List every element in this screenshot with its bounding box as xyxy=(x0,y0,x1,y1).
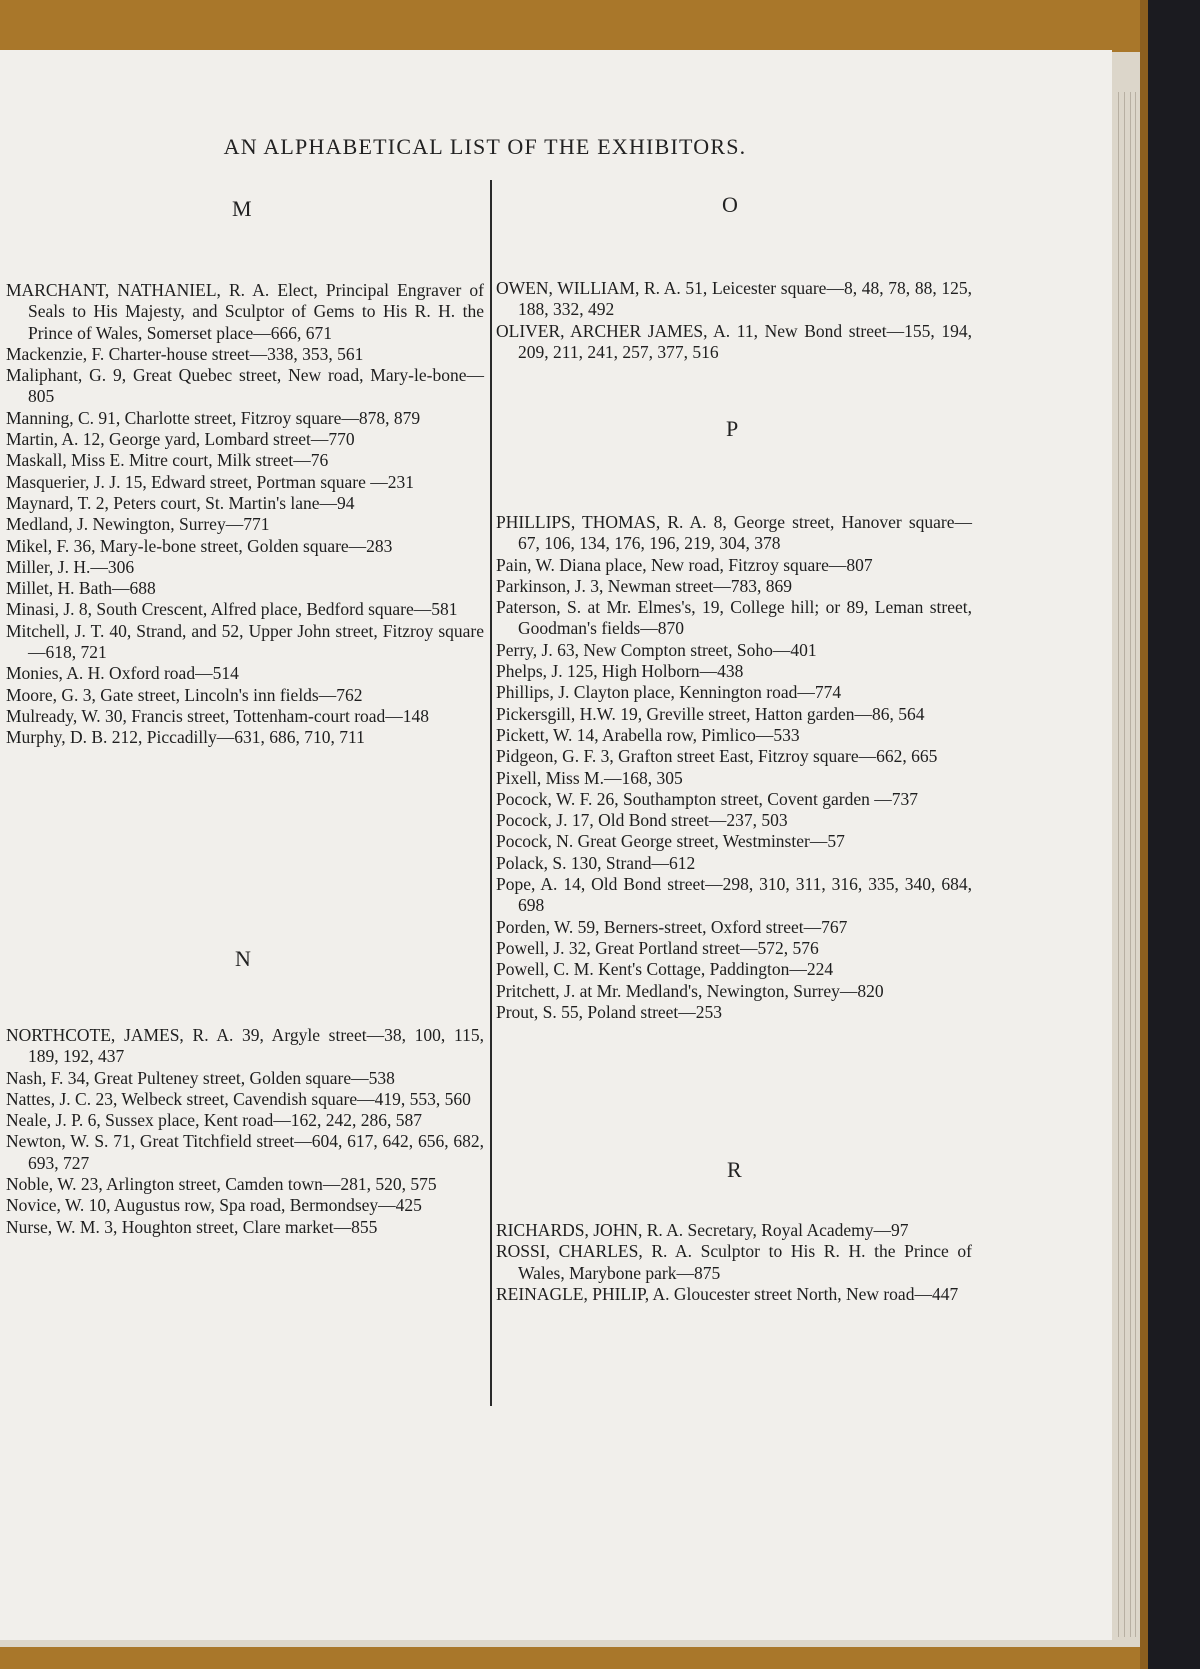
section-letter-o: O xyxy=(722,192,738,217)
exhibitor-entry: Parkinson, J. 3, Newman street—783, 869 xyxy=(496,575,793,596)
exhibitor-entry: Phelps, J. 125, High Holborn—438 xyxy=(496,661,744,682)
page-edge-line xyxy=(1124,92,1125,1637)
exhibitor-entry: MARCHANT, NATHANIEL, R. A. Elect, Principal Engraver of Seals to His Majesty, and Sculptor of Gems to His R. H. the Prince of Wales, Somerset place—666, 671 xyxy=(6,280,484,343)
exhibitor-entry: Nash, F. 34, Great Pulteney street, Golden square—538 xyxy=(6,1067,395,1088)
exhibitor-entry: Pixell, Miss M.—168, 305 xyxy=(496,767,683,788)
exhibitor-entry: Nurse, W. M. 3, Houghton street, Clare market—855 xyxy=(6,1216,378,1237)
exhibitor-entry: OWEN, WILLIAM, R. A. 51, Leicester square—8, 48, 78, 88, 125, 188, 332, 492 xyxy=(496,278,972,320)
column-divider xyxy=(490,180,492,1406)
section-letter-p: P xyxy=(726,416,739,441)
exhibitor-entry: Powell, C. M. Kent's Cottage, Paddington—224 xyxy=(496,959,834,980)
exhibitor-entry: Prout, S. 55, Poland street—253 xyxy=(496,1001,723,1022)
section-r-entries xyxy=(496,1220,972,1305)
exhibitor-entry: Mulready, W. 30, Francis street, Tottenham-court road—148 xyxy=(6,705,430,726)
exhibitor-entry: Pritchett, J. at Mr. Medland's, Newington, Surrey—820 xyxy=(496,980,884,1001)
exhibitor-entry: Pickett, W. 14, Arabella row, Pimlico—533 xyxy=(496,724,800,745)
exhibitor-entry: Mikel, F. 36, Mary-le-bone street, Golden square—283 xyxy=(6,535,393,556)
exhibitor-entry: Nattes, J. C. 23, Welbeck street, Cavendish square—419, 553, 560 xyxy=(6,1088,471,1109)
exhibitor-entry: Moore, G. 3, Gate street, Lincoln's inn fields—762 xyxy=(6,684,363,705)
exhibitor-entry: Polack, S. 130, Strand—612 xyxy=(496,852,696,873)
section-o-entries xyxy=(496,278,972,363)
exhibitor-entry: Martin, A. 12, George yard, Lombard street—770 xyxy=(6,429,355,450)
exhibitor-entry: Pidgeon, G. F. 3, Grafton street East, Fitzroy square—662, 665 xyxy=(496,746,938,767)
book-page xyxy=(0,50,1112,1640)
exhibitor-entry: Mackenzie, F. Charter-house street—338, 353, 561 xyxy=(6,343,364,364)
exhibitor-entry: Pocock, N. Great George street, Westminster—57 xyxy=(496,831,845,852)
exhibitor-entry: Pickersgill, H.W. 19, Greville street, Hatton garden—86, 564 xyxy=(496,703,925,724)
section-p-entries xyxy=(496,512,972,1023)
section-letter-n: N xyxy=(235,946,251,971)
exhibitor-entry: Neale, J. P. 6, Sussex place, Kent road—162, 242, 286, 587 xyxy=(6,1110,423,1131)
exhibitor-entry: Paterson, S. at Mr. Elmes's, 19, College hill; or 89, Leman street, Goodman's fields—870 xyxy=(496,597,972,639)
page-title: AN ALPHABETICAL LIST OF THE EXHIBITORS. xyxy=(223,134,747,159)
exhibitor-entry: Minasi, J. 8, South Crescent, Alfred place, Bedford square—581 xyxy=(6,599,458,620)
cover-edge xyxy=(1140,0,1148,1669)
page-edge-line xyxy=(1130,92,1131,1637)
exhibitor-entry: PHILLIPS, THOMAS, R. A. 8, George street, Hanover square—67, 106, 134, 176, 196, 219, 304, 378 xyxy=(496,512,972,554)
exhibitor-entry: Pain, W. Diana place, New road, Fitzroy square—807 xyxy=(496,554,873,575)
section-m-entries xyxy=(6,280,484,749)
exhibitor-entry: Newton, W. S. 71, Great Titchfield street—604, 617, 642, 656, 682, 693, 727 xyxy=(6,1131,484,1173)
exhibitor-entry: Pope, A. 14, Old Bond street—298, 310, 311, 316, 335, 340, 684, 698 xyxy=(496,874,972,916)
exhibitor-entry: Monies, A. H. Oxford road—514 xyxy=(6,663,239,684)
section-letter-r: R xyxy=(727,1157,742,1182)
section-n-entries xyxy=(6,1025,484,1238)
exhibitor-entry: RICHARDS, JOHN, R. A. Secretary, Royal Academy—97 xyxy=(496,1220,909,1240)
exhibitor-entry: Perry, J. 63, New Compton street, Soho—401 xyxy=(496,639,817,660)
page-edge-line xyxy=(1135,92,1136,1637)
exhibitor-entry: REINAGLE, PHILIP, A. Gloucester street North, New road—447 xyxy=(496,1283,959,1304)
exhibitor-entry: Masquerier, J. J. 15, Edward street, Portman square —231 xyxy=(6,471,415,492)
exhibitor-entry: Novice, W. 10, Augustus row, Spa road, Bermondsey—425 xyxy=(6,1195,422,1216)
exhibitor-entry: Powell, J. 32, Great Portland street—572, 576 xyxy=(496,937,819,958)
section-letter-m: M xyxy=(232,196,252,221)
exhibitor-entry: Noble, W. 23, Arlington street, Camden town—281, 520, 575 xyxy=(6,1174,437,1195)
exhibitor-entry: Mitchell, J. T. 40, Strand, and 52, Upper John street, Fitzroy square—618, 721 xyxy=(6,620,484,663)
exhibitor-entry: Maliphant, G. 9, Great Quebec street, New road, Mary-le-bone—805 xyxy=(6,365,484,407)
exhibitor-entry: Medland, J. Newington, Surrey—771 xyxy=(6,514,270,535)
exhibitor-entry: Phillips, J. Clayton place, Kennington road—774 xyxy=(496,682,842,703)
exhibitor-entry: Miller, J. H.—306 xyxy=(6,556,135,577)
exhibitor-entry: Murphy, D. B. 212, Piccadilly—631, 686, 710, 711 xyxy=(6,727,365,748)
exhibitor-entry: Millet, H. Bath—688 xyxy=(6,578,156,599)
exhibitor-entry: NORTHCOTE, JAMES, R. A. 39, Argyle street—38, 100, 115, 189, 192, 437 xyxy=(6,1025,484,1067)
exhibitor-entry: Porden, W. 59, Berners-street, Oxford street—767 xyxy=(496,916,848,937)
exhibitor-entry: Pocock, W. F. 26, Southampton street, Covent garden —737 xyxy=(496,788,918,809)
page-edge-line xyxy=(1118,92,1119,1637)
exhibitor-entry: Pocock, J. 17, Old Bond street—237, 503 xyxy=(496,810,788,831)
exhibitor-entry: OLIVER, ARCHER JAMES, A. 11, New Bond street—155, 194, 209, 211, 241, 257, 377, 516 xyxy=(496,320,972,362)
exhibitor-entry: Manning, C. 91, Charlotte street, Fitzroy square—878, 879 xyxy=(6,407,421,428)
exhibitor-entry: Maynard, T. 2, Peters court, St. Martin's lane—94 xyxy=(6,492,355,513)
exhibitor-entry: ROSSI, CHARLES, R. A. Sculptor to His R. H. the Prince of Wales, Marybone park—875 xyxy=(496,1241,972,1283)
exhibitor-entry: Maskall, Miss E. Mitre court, Milk street—76 xyxy=(6,450,329,471)
